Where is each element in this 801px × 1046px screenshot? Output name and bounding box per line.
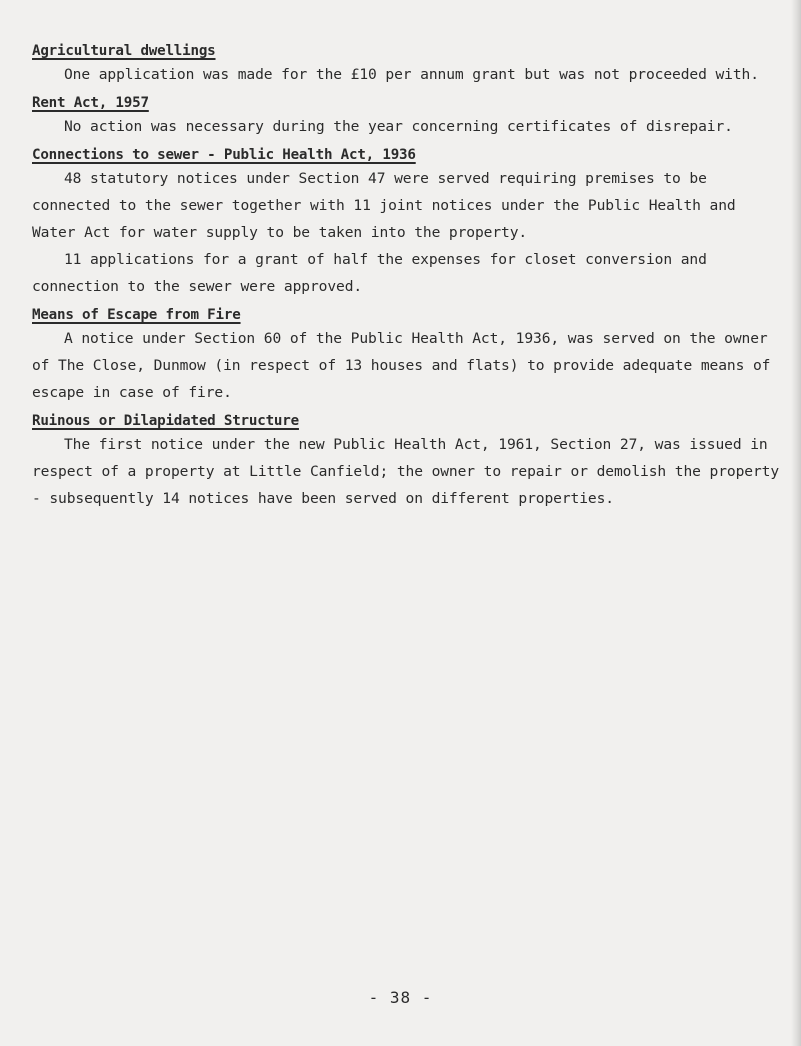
section-means-of-escape (32, 304, 784, 406)
section-heading: Means of Escape from Fire (32, 307, 241, 323)
page-edge-shadow (791, 0, 801, 1046)
section-paragraph: 48 statutory notices under Section 47 were served requiring premises to be connected to the sewer together with 11 joint notices under the Public Health and Water Act for water supply to be taken into the property. (32, 170, 736, 241)
section-agricultural-dwellings (32, 40, 784, 88)
section-heading: Rent Act, 1957 (32, 95, 149, 111)
section-paragraph: A notice under Section 60 of the Public Health Act, 1936, was served on the owner of The Close, Dunmow (in respect of 13 houses and flats) to provide adequate means of escape in case of fire. (32, 330, 771, 401)
section-heading: Agricultural dwellings (32, 43, 216, 59)
section-sewer-connections (32, 144, 784, 300)
section-paragraph: 11 applications for a grant of half the expenses for closet conversion and connection to the sewer were approved. (32, 251, 707, 295)
section-heading: Connections to sewer - Public Health Act, 1936 (32, 147, 416, 163)
page-number: - 38 - (368, 988, 433, 1007)
document-body (32, 40, 784, 512)
section-heading: Ruinous or Dilapidated Structure (32, 413, 299, 429)
section-paragraph: The first notice under the new Public Health Act, 1961, Section 27, was issued in respect of a property at Little Canfield; the owner to repair or demolish the property - subsequently 14 notices have been served on different properties. (32, 436, 780, 507)
section-paragraph: No action was necessary during the year concerning certificates of disrepair. (64, 118, 733, 135)
section-ruinous-structure (32, 410, 784, 512)
section-rent-act (32, 92, 784, 140)
section-paragraph: One application was made for the £10 per annum grant but was not proceeded with. (64, 66, 759, 83)
